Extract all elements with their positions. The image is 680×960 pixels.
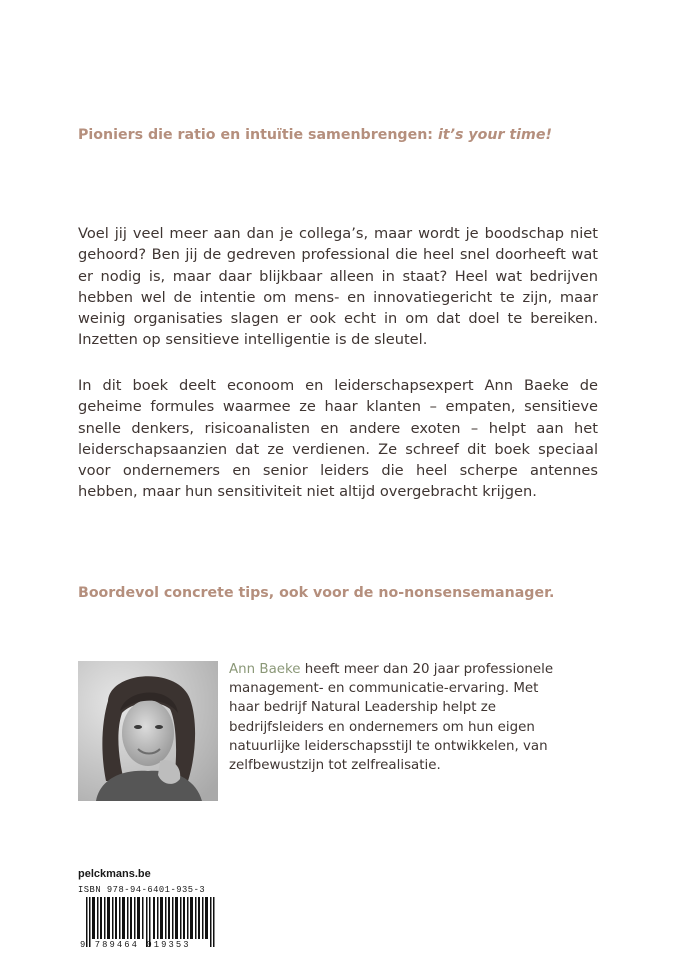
closing-line: Boordevol concrete tips, ook voor de no-nonsensemanager. bbox=[78, 585, 555, 601]
author-bio-text: heeft meer dan 20 jaar professionele management- en communicatie-ervaring. Met haar bedrijf Natural Leadership helpt ze bedrijfsleiders en ondernemers om hun eigen natuurlijke leiderschapsstijl te ontwikkelen, van zelfbewustzijn tot zelfrealisatie. bbox=[229, 662, 554, 774]
barcode-digits: 9 789464 019353 bbox=[80, 940, 191, 950]
author-photo bbox=[78, 661, 218, 801]
isbn-label: ISBN 978-94-6401-935-3 bbox=[78, 885, 206, 895]
publisher-website: pelckmans.be bbox=[78, 868, 151, 880]
body-paragraph-1: Voel jij veel meer aan dan je collega’s, maar wordt je boodschap niet gehoord? Ben jij de gedreven professional die heel snel doorheeft wat er nodig is, maar daar blijkbaar alleen in staat? Heel wat bedrijven hebben wel de intentie om mens- en innovatiegericht te zijn, maar weinig organisaties slagen er ook echt in om dat doel te bereiken. Inzetten op sensitieve intelligentie is de sleutel. bbox=[78, 225, 598, 349]
author-portrait-image bbox=[78, 661, 218, 801]
tagline-main: Pioniers die ratio en intuïtie samenbrengen: bbox=[78, 127, 438, 143]
author-name: Ann Baeke bbox=[229, 662, 301, 677]
tagline-emphasis: it’s your time! bbox=[437, 127, 552, 143]
tagline bbox=[78, 127, 638, 143]
body-paragraph-2: In dit boek deelt econoom en leiderschapsexpert Ann Baeke de geheime formules waarmee ze haar klanten – empaten, sensitieve snelle denkers, risicoanalisten en andere exoten – helpt aan het leiderschapsaanzien dat ze verdienen. Ze schreef dit boek speciaal voor ondernemers en senior leiders die heel scherpe antennes hebben, maar hun sensitiviteit niet altijd overgebracht krijgen. bbox=[78, 377, 598, 501]
author-bio bbox=[229, 660, 559, 775]
